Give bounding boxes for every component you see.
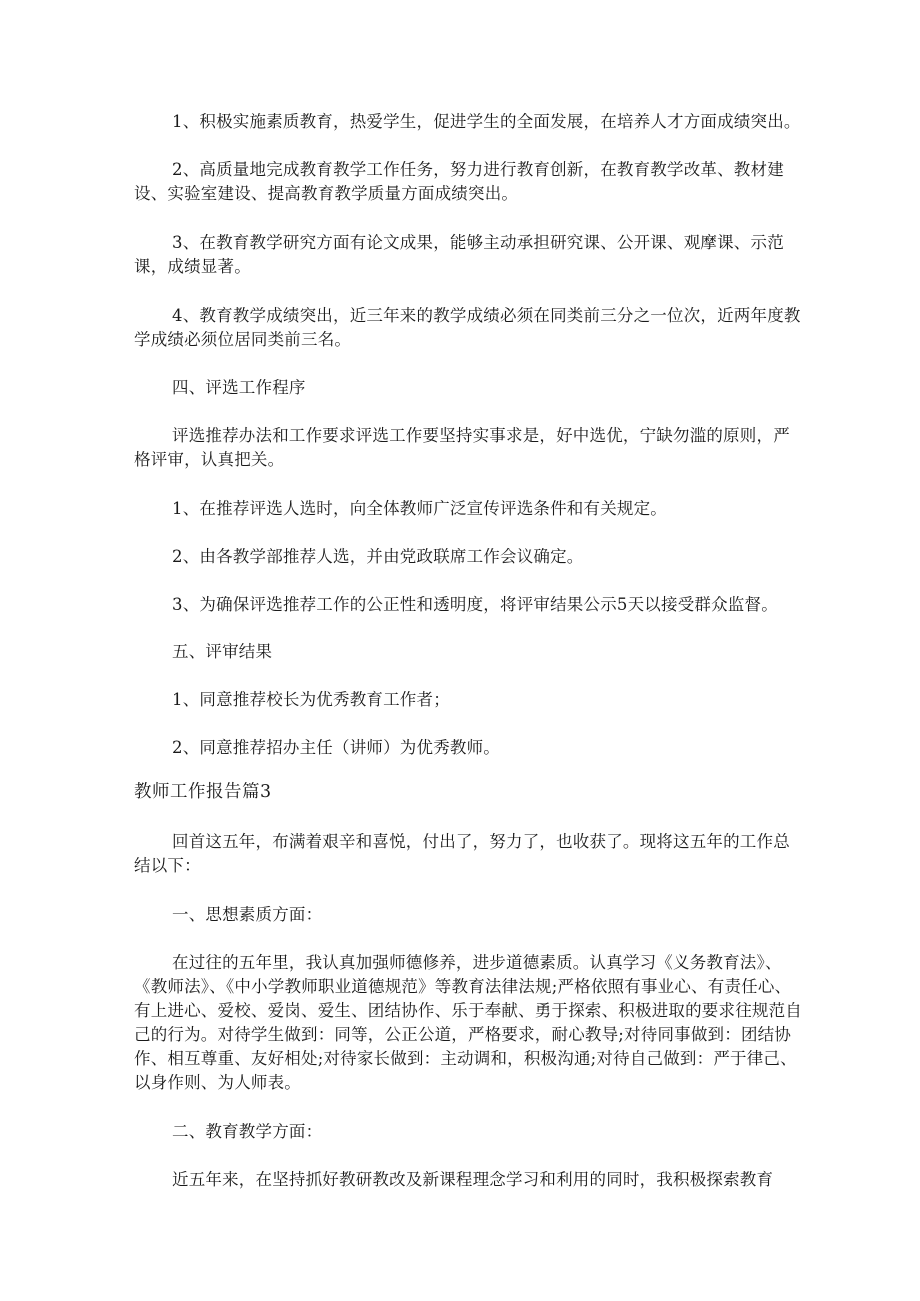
paragraph-criterion-1: 1、积极实施素质教育，热爱学生，促进学生的全面发展，在培养人才方面成绩突出。	[172, 112, 801, 131]
paragraph-selection-principle: 评选推荐办法和工作要求评选工作要坚持实事求是，好中选优，宁缺勿滥的原则，严格评审，认真把关。	[134, 426, 790, 469]
article-heading: 教师工作报告篇3	[134, 782, 272, 802]
section-title-teaching: 二、教育教学方面：	[172, 1122, 323, 1141]
section-title-review-results: 五、评审结果	[172, 642, 273, 661]
paragraph-criterion-3: 3、在教育教学研究方面有论文成果，能够主动承担研究课、公开课、观摩课、示范课，成绩显著。	[134, 233, 784, 276]
section-title-ideology: 一、思想素质方面：	[172, 905, 323, 924]
paragraph-procedure-3: 3、为确保评选推荐工作的公正性和透明度，将评审结果公示5天以接受群众监督。	[172, 595, 778, 614]
paragraph-intro: 回首这五年，布满着艰辛和喜悦，付出了，努力了，也收获了。现将这五年的工作总结以下：	[134, 832, 790, 875]
paragraph-result-2: 2、同意推荐招办主任（讲师）为优秀教师。	[172, 738, 500, 757]
paragraph-result-1: 1、同意推荐校长为优秀教育工作者；	[172, 690, 450, 709]
paragraph-criterion-2: 2、高质量地完成教育教学工作任务，努力进行教育创新，在教育教学改革、教材建设、实验室建设、提高教育教学质量方面成绩突出。	[134, 160, 784, 203]
section-title-selection-procedure: 四、评选工作程序	[172, 378, 306, 397]
paragraph-ideology: 在过往的五年里，我认真加强师德修养，进步道德素质。认真学习《义务教育法》、《教师法》、《中小学教师职业道德规范》等教育法律法规;严格依照有事业心、有责任心、有上进心、爱校、爱岗、爱生、团结协作、乐于奉献、勇于探索、积极进取的要求往规范自己的行为。对待学生做到：同等，公正公道，严格要求，耐心教导;对待同事做到：团结协作、相互尊重、友好相处;对待家长做到：主动调和，积极沟通;对待自己做到：严于律己、以身作则、为人师表。	[134, 953, 802, 1092]
paragraph-procedure-1: 1、在推荐评选人选时，向全体教师广泛宣传评选条件和有关规定。	[172, 499, 667, 518]
paragraph-teaching: 近五年来，在坚持抓好教研教改及新课程理念学习和利用的同时，我积极探索教育	[172, 1170, 774, 1189]
paragraph-procedure-2: 2、由各教学部推荐人选，并由党政联席工作会议确定。	[172, 547, 584, 566]
paragraph-criterion-4: 4、教育教学成绩突出，近三年来的教学成绩必须在同类前三分之一位次，近两年度教学成绩必须位居同类前三名。	[134, 306, 801, 349]
